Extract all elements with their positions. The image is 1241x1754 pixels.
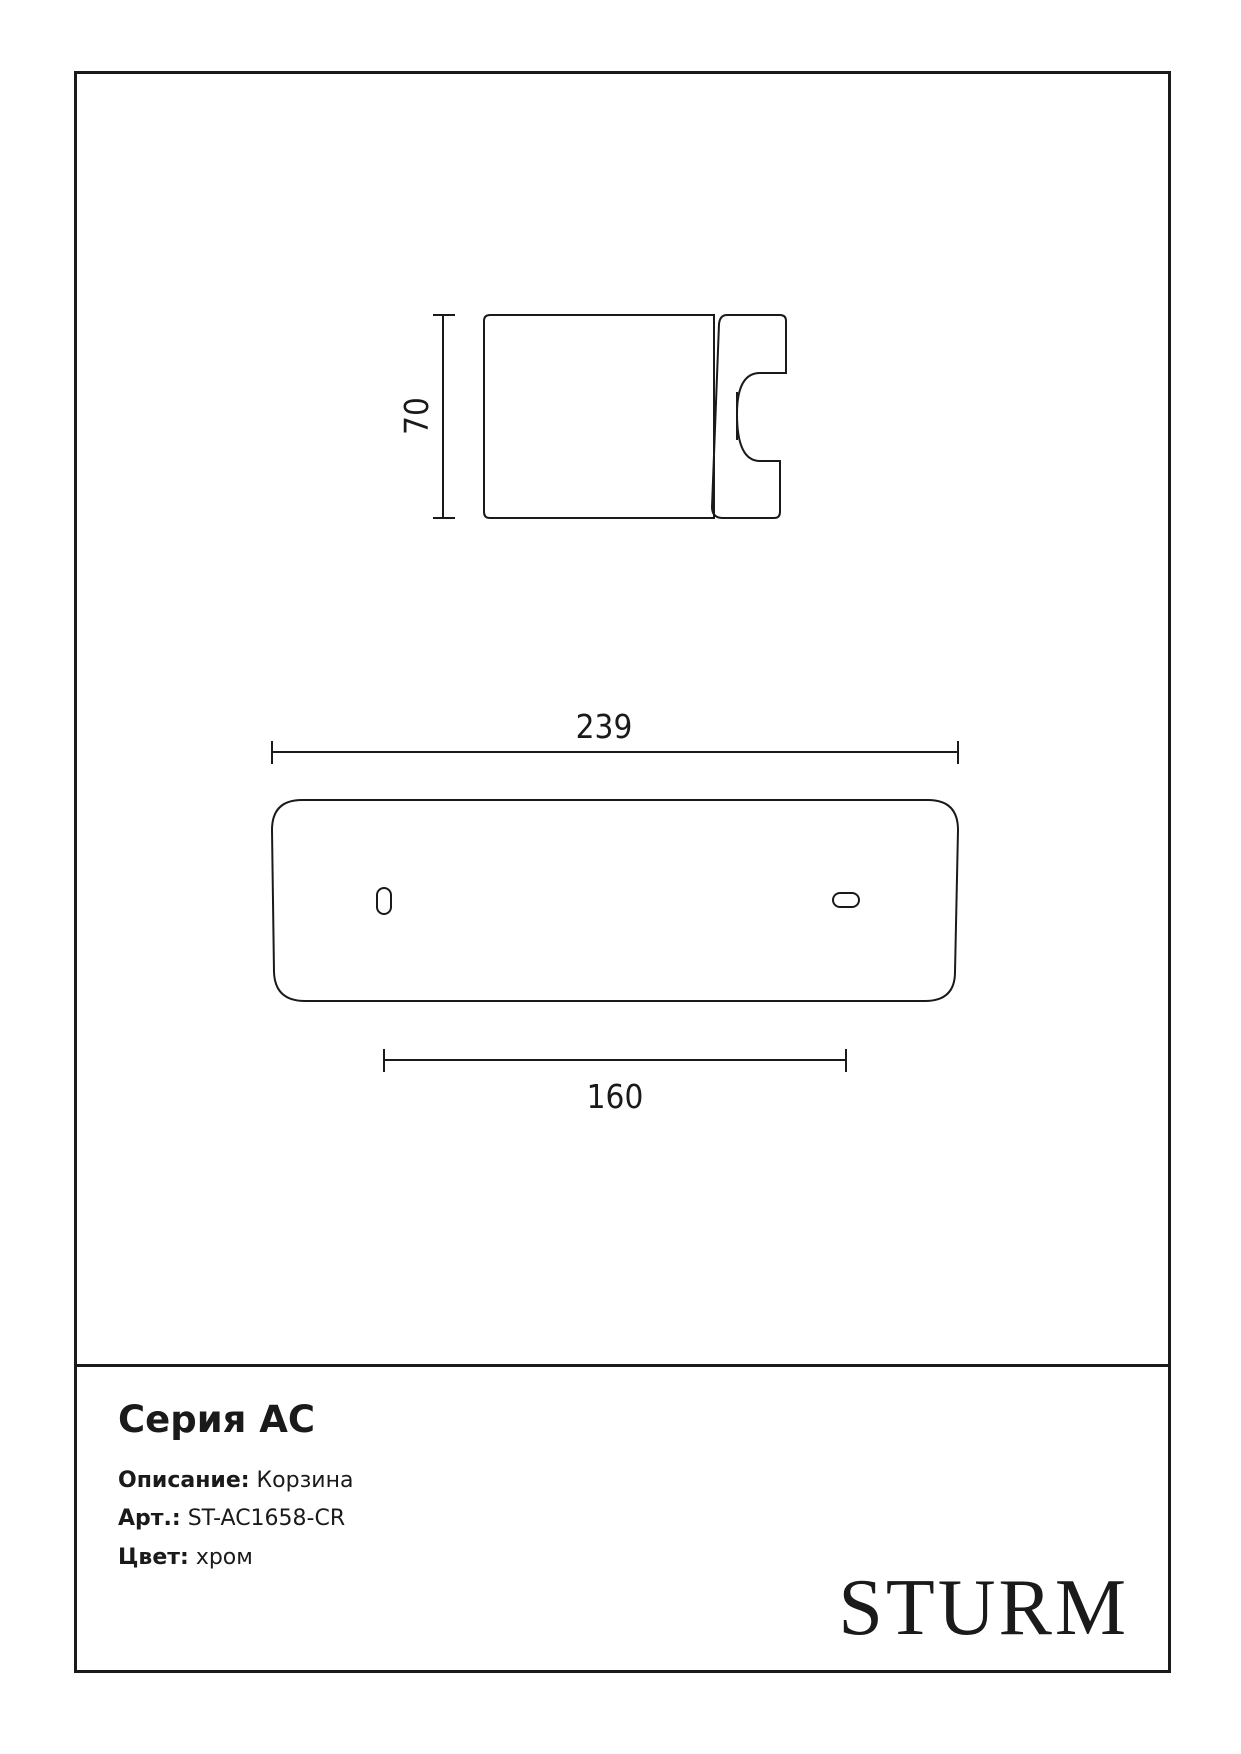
color-label: Цвет: xyxy=(118,1545,189,1570)
height-dimension-label: 70 xyxy=(397,397,436,435)
article-value: ST-AC1658-CR xyxy=(187,1506,346,1531)
description-value: Корзина xyxy=(256,1468,354,1493)
color-row xyxy=(118,1545,253,1570)
front-view xyxy=(272,707,958,1116)
brand-logo: STURM xyxy=(838,1564,1129,1652)
side-view xyxy=(397,315,786,518)
width-dimension-label: 239 xyxy=(575,707,633,746)
side-view-bracket xyxy=(712,315,786,518)
series-title: Серия AC xyxy=(118,1398,316,1441)
description-row xyxy=(118,1468,353,1493)
spacing-dimension-label: 160 xyxy=(586,1077,644,1116)
article-row xyxy=(118,1506,345,1531)
color-value: хром xyxy=(195,1545,253,1570)
article-label: Арт.: xyxy=(118,1506,181,1531)
mounting-hole-left xyxy=(377,888,391,914)
front-view-outline xyxy=(272,800,958,1001)
side-view-outline xyxy=(484,315,714,518)
mounting-hole-right xyxy=(833,893,859,907)
description-label: Описание: xyxy=(118,1468,250,1493)
